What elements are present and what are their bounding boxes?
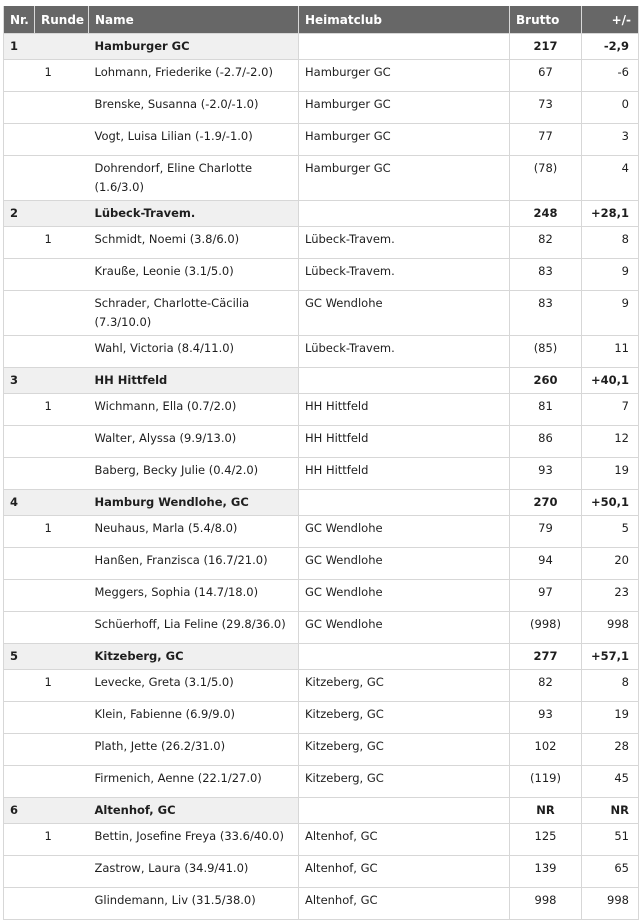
header-nr[interactable]: Nr. bbox=[4, 6, 35, 34]
player-brutto: 77 bbox=[510, 124, 582, 156]
player-row bbox=[4, 612, 639, 644]
player-runde bbox=[35, 734, 89, 766]
player-row bbox=[4, 227, 639, 259]
player-brutto: 67 bbox=[510, 60, 582, 92]
player-nr bbox=[4, 92, 35, 124]
player-runde bbox=[35, 124, 89, 156]
player-club: Hamburger GC bbox=[299, 124, 510, 156]
player-diff: 7 bbox=[582, 394, 639, 426]
player-diff: 3 bbox=[582, 124, 639, 156]
player-name[interactable]: Dohrendorf, Eline Charlotte (1.6/3.0) bbox=[89, 156, 299, 201]
player-diff: 19 bbox=[582, 702, 639, 734]
team-diff: +40,1 bbox=[582, 368, 639, 394]
header-runde[interactable]: Runde bbox=[35, 6, 89, 34]
player-nr bbox=[4, 156, 35, 201]
player-runde-value: 1 bbox=[44, 675, 52, 689]
player-name[interactable]: Klein, Fabienne (6.9/9.0) bbox=[89, 702, 299, 734]
player-club: GC Wendlohe bbox=[299, 612, 510, 644]
player-row bbox=[4, 548, 639, 580]
player-nr bbox=[4, 336, 35, 368]
player-diff: 28 bbox=[582, 734, 639, 766]
player-nr bbox=[4, 426, 35, 458]
player-name[interactable]: Meggers, Sophia (14.7/18.0) bbox=[89, 580, 299, 612]
team-row bbox=[4, 644, 639, 670]
player-diff: 51 bbox=[582, 824, 639, 856]
player-brutto: 97 bbox=[510, 580, 582, 612]
player-name[interactable]: Vogt, Luisa Lilian (-1.9/-1.0) bbox=[89, 124, 299, 156]
player-diff: 8 bbox=[582, 227, 639, 259]
team-club bbox=[299, 490, 510, 516]
player-nr bbox=[4, 580, 35, 612]
player-diff: 8 bbox=[582, 670, 639, 702]
player-diff: 65 bbox=[582, 856, 639, 888]
player-name[interactable]: Baberg, Becky Julie (0.4/2.0) bbox=[89, 458, 299, 490]
player-row bbox=[4, 856, 639, 888]
player-row bbox=[4, 516, 639, 548]
player-row bbox=[4, 734, 639, 766]
player-brutto: 83 bbox=[510, 291, 582, 336]
player-nr bbox=[4, 888, 35, 920]
player-club: Hamburger GC bbox=[299, 60, 510, 92]
team-club bbox=[299, 201, 510, 227]
player-club: GC Wendlohe bbox=[299, 580, 510, 612]
player-row bbox=[4, 291, 639, 336]
player-runde bbox=[35, 458, 89, 490]
player-runde bbox=[35, 670, 89, 702]
player-brutto: (85) bbox=[510, 336, 582, 368]
header-club[interactable]: Heimatclub bbox=[299, 6, 510, 34]
player-diff: 9 bbox=[582, 259, 639, 291]
player-name[interactable]: Schüerhoff, Lia Feline (29.8/36.0) bbox=[89, 612, 299, 644]
player-club: Altenhof, GC bbox=[299, 888, 510, 920]
team-rank: 5 bbox=[4, 644, 35, 670]
team-brutto: 260 bbox=[510, 368, 582, 394]
team-runde bbox=[35, 34, 89, 60]
player-diff: 0 bbox=[582, 92, 639, 124]
team-diff: +28,1 bbox=[582, 201, 639, 227]
player-nr bbox=[4, 291, 35, 336]
player-name[interactable]: Lohmann, Friederike (-2.7/-2.0) bbox=[89, 60, 299, 92]
team-name: Altenhof, GC bbox=[89, 798, 299, 824]
player-name[interactable]: Levecke, Greta (3.1/5.0) bbox=[89, 670, 299, 702]
player-club: GC Wendlohe bbox=[299, 516, 510, 548]
player-row bbox=[4, 124, 639, 156]
player-runde bbox=[35, 394, 89, 426]
player-nr bbox=[4, 670, 35, 702]
player-brutto: 998 bbox=[510, 888, 582, 920]
player-nr bbox=[4, 734, 35, 766]
player-runde-value: 1 bbox=[44, 829, 52, 843]
player-club: Kitzeberg, GC bbox=[299, 766, 510, 798]
player-runde bbox=[35, 580, 89, 612]
team-club bbox=[299, 368, 510, 394]
player-diff: 9 bbox=[582, 291, 639, 336]
team-rank: 1 bbox=[4, 34, 35, 60]
player-club: Lübeck-Travem. bbox=[299, 227, 510, 259]
player-brutto: 83 bbox=[510, 259, 582, 291]
player-brutto: 125 bbox=[510, 824, 582, 856]
player-brutto: 86 bbox=[510, 426, 582, 458]
player-brutto: 82 bbox=[510, 227, 582, 259]
player-runde bbox=[35, 156, 89, 201]
team-club bbox=[299, 798, 510, 824]
player-brutto: 139 bbox=[510, 856, 582, 888]
player-club: Kitzeberg, GC bbox=[299, 702, 510, 734]
player-nr bbox=[4, 856, 35, 888]
player-runde-value: 1 bbox=[44, 521, 52, 535]
player-nr bbox=[4, 394, 35, 426]
player-diff: 5 bbox=[582, 516, 639, 548]
team-rank: 3 bbox=[4, 368, 35, 394]
player-club: GC Wendlohe bbox=[299, 291, 510, 336]
player-brutto: 82 bbox=[510, 670, 582, 702]
player-name[interactable]: Schmidt, Noemi (3.8/6.0) bbox=[89, 227, 299, 259]
player-row bbox=[4, 156, 639, 201]
player-name[interactable]: Brenske, Susanna (-2.0/-1.0) bbox=[89, 92, 299, 124]
player-club: HH Hittfeld bbox=[299, 458, 510, 490]
player-name[interactable]: Krauße, Leonie (3.1/5.0) bbox=[89, 259, 299, 291]
player-nr bbox=[4, 259, 35, 291]
team-name: Hamburg Wendlohe, GC bbox=[89, 490, 299, 516]
player-row bbox=[4, 60, 639, 92]
table-header-row bbox=[4, 6, 639, 34]
player-runde bbox=[35, 291, 89, 336]
team-club bbox=[299, 34, 510, 60]
player-runde bbox=[35, 612, 89, 644]
player-nr bbox=[4, 766, 35, 798]
player-diff: 11 bbox=[582, 336, 639, 368]
player-club: HH Hittfeld bbox=[299, 426, 510, 458]
player-diff: 19 bbox=[582, 458, 639, 490]
player-club: Kitzeberg, GC bbox=[299, 734, 510, 766]
player-runde bbox=[35, 702, 89, 734]
player-diff: 4 bbox=[582, 156, 639, 201]
player-brutto: (119) bbox=[510, 766, 582, 798]
player-diff: 998 bbox=[582, 888, 639, 920]
team-diff: NR bbox=[582, 798, 639, 824]
player-brutto: 81 bbox=[510, 394, 582, 426]
header-brutto[interactable]: Brutto bbox=[510, 6, 582, 34]
player-row bbox=[4, 92, 639, 124]
player-runde-value: 1 bbox=[44, 232, 52, 246]
player-diff: 12 bbox=[582, 426, 639, 458]
team-rank: 4 bbox=[4, 490, 35, 516]
player-name[interactable]: Glindemann, Liv (31.5/38.0) bbox=[89, 888, 299, 920]
team-diff: -2,9 bbox=[582, 34, 639, 60]
player-brutto: 93 bbox=[510, 702, 582, 734]
player-runde bbox=[35, 426, 89, 458]
team-rank: 2 bbox=[4, 201, 35, 227]
results-body bbox=[4, 34, 639, 920]
player-runde bbox=[35, 888, 89, 920]
player-row bbox=[4, 426, 639, 458]
player-brutto: 102 bbox=[510, 734, 582, 766]
player-nr bbox=[4, 60, 35, 92]
player-runde bbox=[35, 92, 89, 124]
team-brutto: NR bbox=[510, 798, 582, 824]
team-diff: +57,1 bbox=[582, 644, 639, 670]
team-row bbox=[4, 34, 639, 60]
player-runde bbox=[35, 824, 89, 856]
player-nr bbox=[4, 702, 35, 734]
player-name[interactable]: Zastrow, Laura (34.9/41.0) bbox=[89, 856, 299, 888]
team-runde bbox=[35, 201, 89, 227]
player-club: Lübeck-Travem. bbox=[299, 259, 510, 291]
team-runde bbox=[35, 644, 89, 670]
player-club: Lübeck-Travem. bbox=[299, 336, 510, 368]
player-nr bbox=[4, 548, 35, 580]
team-brutto: 217 bbox=[510, 34, 582, 60]
player-name[interactable]: Schrader, Charlotte-Cäcilia (7.3/10.0) bbox=[89, 291, 299, 336]
team-row bbox=[4, 490, 639, 516]
player-runde-value: 1 bbox=[44, 399, 52, 413]
player-club: GC Wendlohe bbox=[299, 548, 510, 580]
player-row bbox=[4, 702, 639, 734]
player-diff: 998 bbox=[582, 612, 639, 644]
player-row bbox=[4, 670, 639, 702]
team-diff: +50,1 bbox=[582, 490, 639, 516]
player-brutto: 93 bbox=[510, 458, 582, 490]
player-name[interactable]: Wahl, Victoria (8.4/11.0) bbox=[89, 336, 299, 368]
team-club bbox=[299, 644, 510, 670]
team-runde bbox=[35, 368, 89, 394]
player-row bbox=[4, 394, 639, 426]
team-row bbox=[4, 201, 639, 227]
team-name: Kitzeberg, GC bbox=[89, 644, 299, 670]
player-row bbox=[4, 458, 639, 490]
player-name[interactable]: Neuhaus, Marla (5.4/8.0) bbox=[89, 516, 299, 548]
player-nr bbox=[4, 824, 35, 856]
player-club: HH Hittfeld bbox=[299, 394, 510, 426]
player-nr bbox=[4, 124, 35, 156]
player-runde bbox=[35, 548, 89, 580]
player-runde bbox=[35, 60, 89, 92]
player-runde-value: 1 bbox=[44, 65, 52, 79]
team-row bbox=[4, 368, 639, 394]
player-club: Kitzeberg, GC bbox=[299, 670, 510, 702]
player-row bbox=[4, 824, 639, 856]
team-brutto: 277 bbox=[510, 644, 582, 670]
team-rank: 6 bbox=[4, 798, 35, 824]
team-name: Lübeck-Travem. bbox=[89, 201, 299, 227]
player-brutto: 94 bbox=[510, 548, 582, 580]
team-runde bbox=[35, 798, 89, 824]
player-nr bbox=[4, 227, 35, 259]
player-name[interactable]: Hanßen, Franzisca (16.7/21.0) bbox=[89, 548, 299, 580]
team-name: Hamburger GC bbox=[89, 34, 299, 60]
player-brutto: 79 bbox=[510, 516, 582, 548]
team-name: HH Hittfeld bbox=[89, 368, 299, 394]
team-brutto: 270 bbox=[510, 490, 582, 516]
player-row bbox=[4, 336, 639, 368]
player-diff: 23 bbox=[582, 580, 639, 612]
player-nr bbox=[4, 458, 35, 490]
player-club: Altenhof, GC bbox=[299, 856, 510, 888]
player-nr bbox=[4, 516, 35, 548]
player-runde bbox=[35, 856, 89, 888]
player-row bbox=[4, 259, 639, 291]
player-club: Hamburger GC bbox=[299, 92, 510, 124]
player-name[interactable]: Bettin, Josefine Freya (33.6/40.0) bbox=[89, 824, 299, 856]
player-club: Hamburger GC bbox=[299, 156, 510, 201]
player-diff: -6 bbox=[582, 60, 639, 92]
header-diff[interactable]: +/- bbox=[582, 6, 639, 34]
player-club: Altenhof, GC bbox=[299, 824, 510, 856]
player-runde bbox=[35, 336, 89, 368]
player-name[interactable]: Firmenich, Aenne (22.1/27.0) bbox=[89, 766, 299, 798]
player-brutto: (998) bbox=[510, 612, 582, 644]
team-row bbox=[4, 798, 639, 824]
player-nr bbox=[4, 612, 35, 644]
player-runde bbox=[35, 766, 89, 798]
player-diff: 45 bbox=[582, 766, 639, 798]
player-name[interactable]: Wichmann, Ella (0.7/2.0) bbox=[89, 394, 299, 426]
player-name[interactable]: Walter, Alyssa (9.9/13.0) bbox=[89, 426, 299, 458]
header-name[interactable]: Name bbox=[89, 6, 299, 34]
team-runde bbox=[35, 490, 89, 516]
player-row bbox=[4, 766, 639, 798]
player-diff: 20 bbox=[582, 548, 639, 580]
team-brutto: 248 bbox=[510, 201, 582, 227]
player-row bbox=[4, 580, 639, 612]
player-brutto: (78) bbox=[510, 156, 582, 201]
player-runde bbox=[35, 259, 89, 291]
results-table bbox=[3, 6, 639, 920]
player-runde bbox=[35, 227, 89, 259]
player-row bbox=[4, 888, 639, 920]
player-runde bbox=[35, 516, 89, 548]
player-brutto: 73 bbox=[510, 92, 582, 124]
player-name[interactable]: Plath, Jette (26.2/31.0) bbox=[89, 734, 299, 766]
